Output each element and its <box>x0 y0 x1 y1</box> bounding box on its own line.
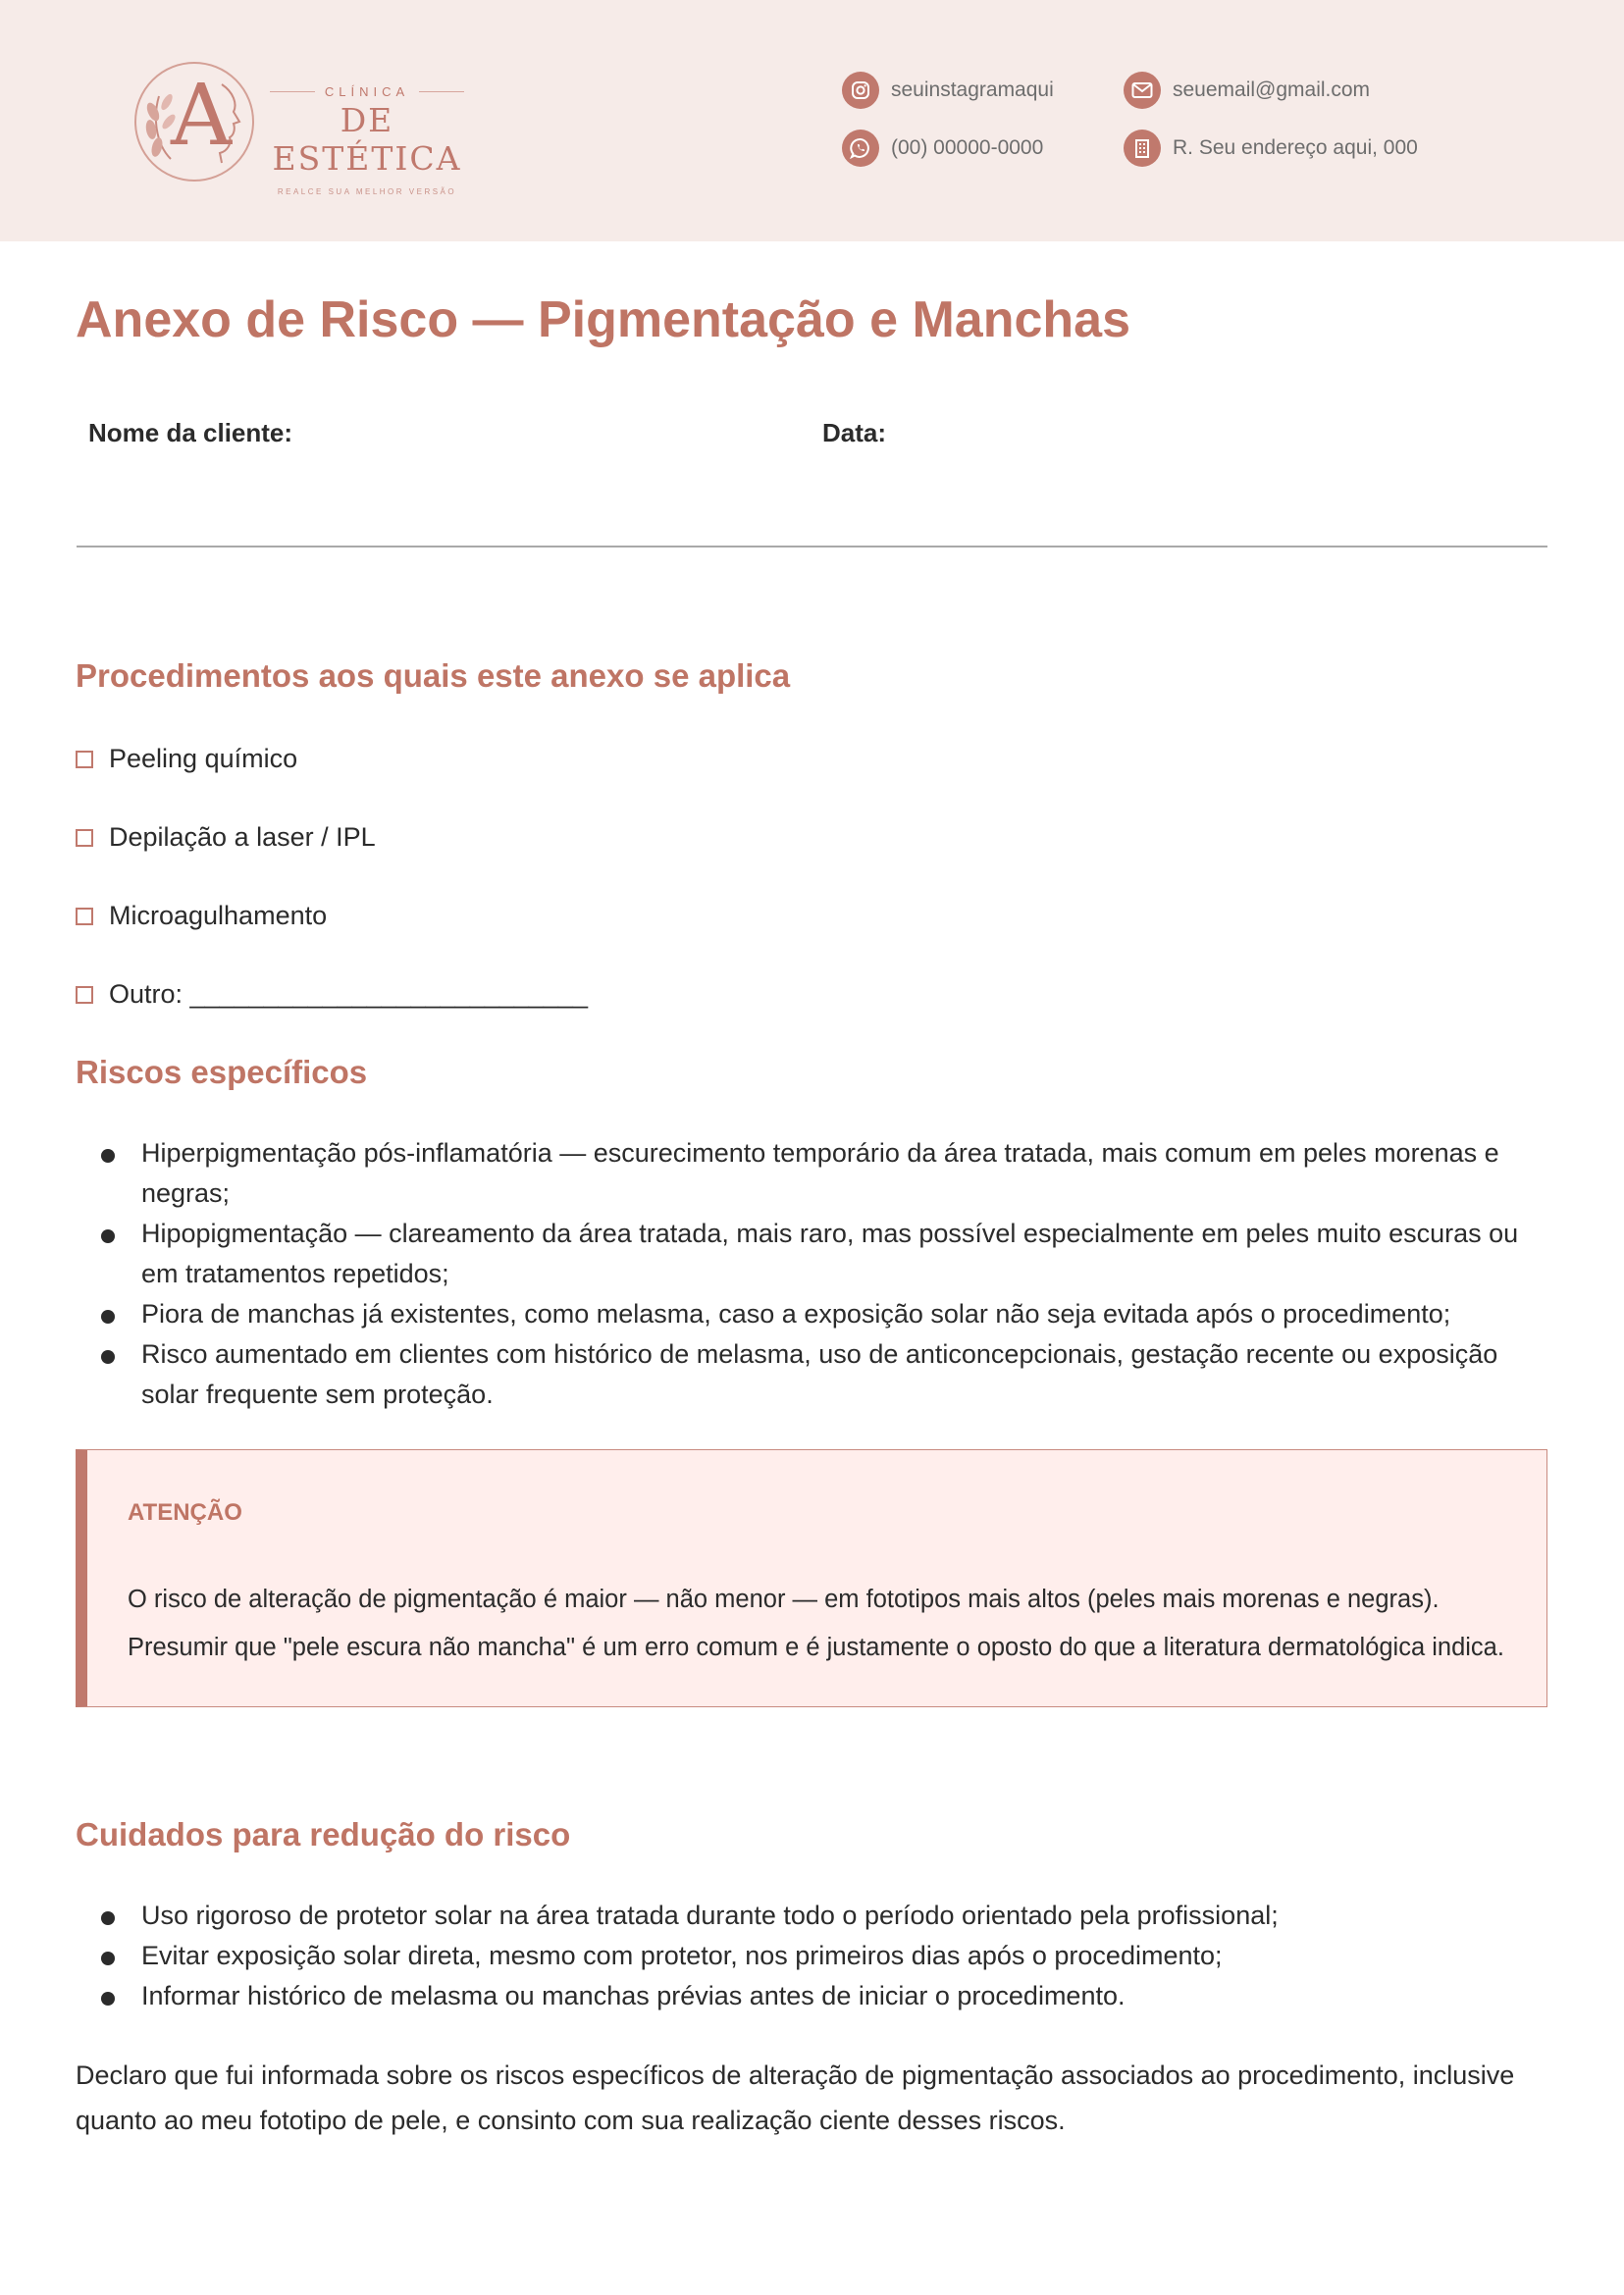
mail-icon <box>1124 72 1161 109</box>
list-item: Piora de manchas já existentes, como melasma, caso a exposição solar não seja evitada após o procedimento; <box>98 1294 1550 1334</box>
logo-tagline: REALCE SUA MELHOR VERSÃO <box>277 187 457 196</box>
risks-list <box>98 1133 1550 1415</box>
care-heading: Cuidados para redução do risco <box>76 1816 571 1852</box>
list-item: Hipopigmentação — clareamento da área tratada, mais raro, mas possível especialmente em peles muito escuras ou em tratamentos repetidos; <box>98 1214 1550 1294</box>
callout-title: ATENÇÃO <box>128 1499 242 1526</box>
checkbox[interactable] <box>76 986 93 1004</box>
contact-phone[interactable] <box>842 130 1043 167</box>
care-list <box>98 1896 1550 2016</box>
page-header <box>0 0 1624 241</box>
whatsapp-icon <box>842 130 879 167</box>
list-item: Uso rigoroso de protetor solar na área tratada durante todo o período orientado pela profissional; <box>98 1896 1550 1936</box>
procedure-label: Microagulhamento <box>109 901 328 930</box>
list-item: Hiperpigmentação pós-inflamatória — escurecimento temporário da área tratada, mais comum em peles morenas e negras; <box>98 1133 1550 1214</box>
list-item: Informar histórico de melasma ou manchas prévias antes de iniciar o procedimento. <box>98 1976 1550 2016</box>
street-address: R. Seu endereço aqui, 000 <box>1173 136 1418 159</box>
date-field[interactable] <box>814 459 1547 542</box>
checkbox[interactable] <box>76 751 93 768</box>
procedure-option[interactable] <box>76 744 297 774</box>
checkbox[interactable] <box>76 908 93 925</box>
logo-main-text: DE ESTÉTICA <box>272 101 462 178</box>
contact-email[interactable] <box>1124 72 1370 109</box>
instagram-handle: seuinstagramaqui <box>891 78 1054 101</box>
divider <box>77 546 1547 548</box>
procedure-option[interactable] <box>76 822 376 853</box>
client-name-field[interactable] <box>77 459 803 542</box>
checkbox[interactable] <box>76 829 93 847</box>
callout-line: Presumir que "pele escura não mancha" é um erro comum e é justamente o oposto do que a literatura dermatológica indica. <box>128 1634 1504 1661</box>
contact-instagram[interactable] <box>842 72 1054 109</box>
list-item: Risco aumentado em clientes com histórico de melasma, uso de anticoncepcionais, gestação recente ou exposição solar frequente sem proteção. <box>98 1334 1550 1415</box>
procedure-option[interactable] <box>76 901 327 931</box>
list-item: Evitar exposição solar direta, mesmo com protetor, nos primeiros dias após o procedimento; <box>98 1936 1550 1976</box>
instagram-icon <box>842 72 879 109</box>
procedures-heading: Procedimentos aos quais este anexo se aplica <box>76 657 791 694</box>
callout-line: O risco de alteração de pigmentação é maior — não menor — em fototipos mais altos (peles mais morenas e negras). <box>128 1586 1440 1613</box>
consent-declaration: Declaro que fui informada sobre os riscos específicos de alteração de pigmentação associados ao procedimento, inclusive quanto ao meu fototipo de pele, e consinto com sua realização ciente desses riscos. <box>76 2060 1515 2135</box>
attention-callout <box>76 1449 1547 1707</box>
risks-heading: Riscos específicos <box>76 1054 368 1090</box>
procedure-option-other[interactable] <box>76 979 588 1010</box>
callout-body <box>128 1576 1521 1672</box>
email-address: seuemail@gmail.com <box>1173 78 1371 101</box>
phone-number: (00) 00000-0000 <box>891 136 1044 159</box>
contact-address[interactable] <box>1124 130 1418 167</box>
client-name-label: Nome da cliente: <box>88 418 293 447</box>
logo-small-text: CLÍNICA <box>259 84 475 99</box>
procedure-label: Peeling químico <box>109 744 298 773</box>
page-title: Anexo de Risco — Pigmentação e Manchas <box>76 291 1130 348</box>
logo-monogram: A <box>171 67 233 165</box>
clinic-logo <box>131 57 485 196</box>
logo-wordmark <box>259 84 475 196</box>
procedure-label: Depilação a laser / IPL <box>109 822 376 852</box>
procedure-label: Outro: ___________________________ <box>109 979 588 1009</box>
date-label: Data: <box>822 418 887 447</box>
building-icon <box>1124 130 1161 167</box>
